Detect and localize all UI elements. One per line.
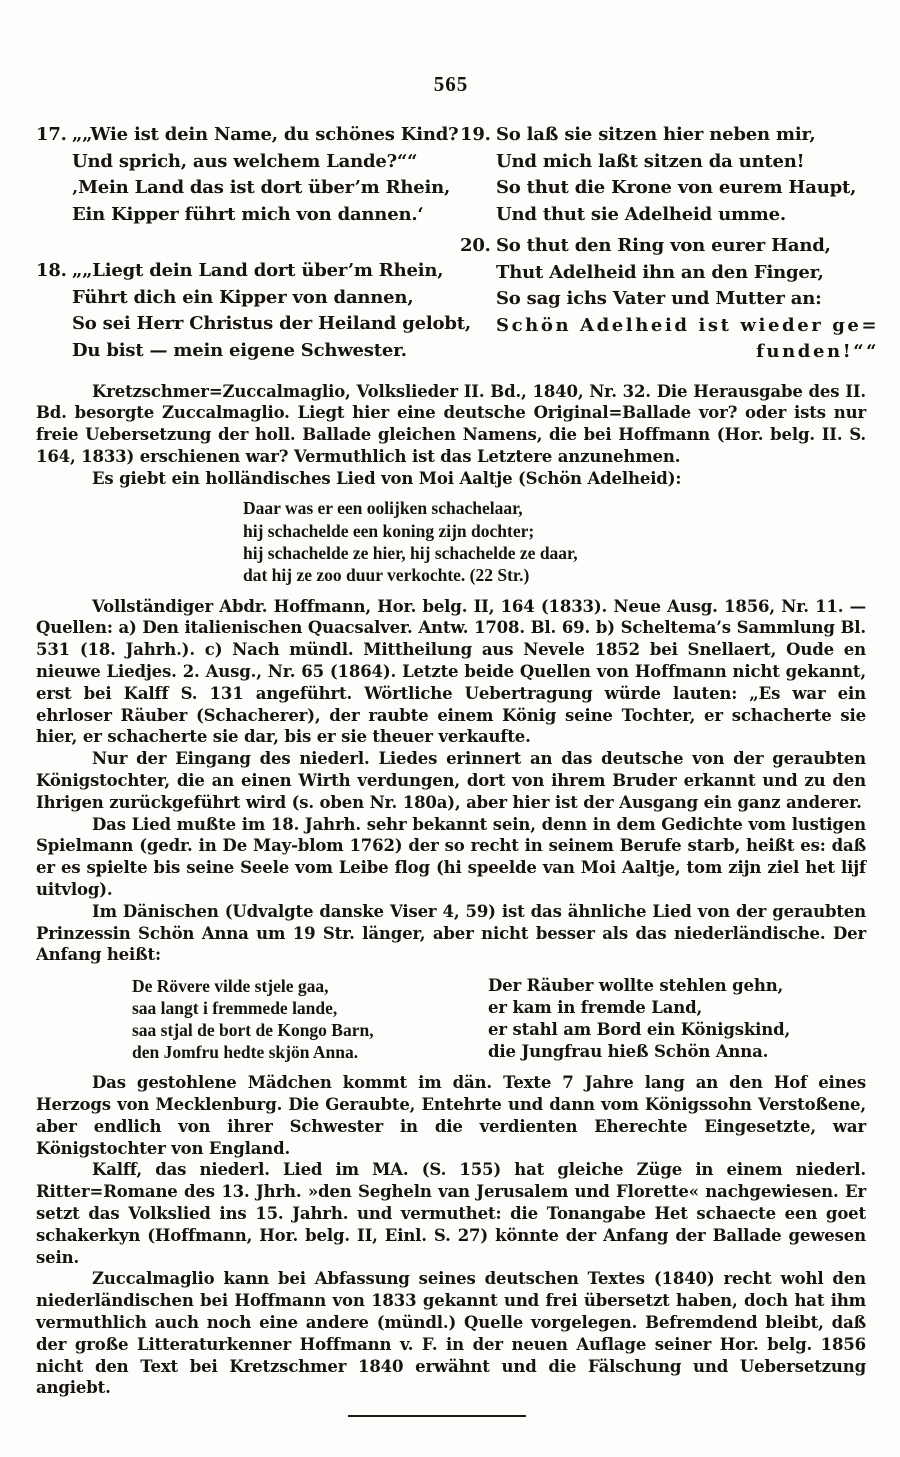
verse-line: Und sprich, aus welchem Lande?““ — [72, 150, 418, 172]
paragraph-comparison: Nur der Eingang des niederl. Liedes erinnert an das deutsche von der geraubten Königstochter, die an einen Wirth verdungen, dort von ihrem Bruder erkannt und zu den Ihrigen zurückgeführt wird (s. oben Nr. 180a), aber hier ist der Ausgang ein ganz anderer. — [36, 749, 866, 812]
verse-line: Du bist — mein eigene Schwester. — [72, 339, 407, 361]
danish-verse-table — [132, 975, 866, 1063]
verse-line: So thut den Ring von eurer Hand, — [496, 235, 831, 256]
quote-line: saa langt i fremmede lande, — [132, 998, 338, 1019]
verse-line: So thut die Krone von eurem Haupt, — [496, 177, 857, 198]
paragraph-dutch-song-intro: Es giebt ein holländisches Lied von Moi Aaltje (Schön Adelheid): — [92, 468, 682, 488]
page-number: 565 — [433, 72, 469, 96]
quote-line: er kam in fremde Land, — [488, 998, 703, 1018]
verse-line: So sei Herr Christus der Heiland gelobt, — [72, 313, 471, 334]
verse-line: ‚Mein Land das ist dort über’m Rhein, — [72, 177, 451, 198]
paragraph-18th-century: Das Lied mußte im 18. Jahrh. sehr bekannt sein, denn in dem Gedichte vom lustigen Spielmann (gedr. in De May-blom 1762) der so recht in seinem Berufe starb, heißt es: daß er es spielte bis seine Seele vom Leibe flog (hi speelde van Moi Aaltje, tom zijn ziel het lijf uitvlog). — [36, 814, 866, 900]
verse-line: Thut Adelheid ihn an den Finger, — [496, 261, 824, 283]
verse-line: funden!““ — [756, 341, 880, 362]
quote-line: dat hij ze zoo duur verkochte. (22 Str.) — [243, 565, 530, 586]
paragraph-danish-plot: Das gestohlene Mädchen kommt im dän. Texte 7 Jahre lang an den Hof eines Herzogs von Mecklenburg. Die Geraubte, Entehrte und dann vom Königssohn Verstoßene, aber endlich von ihrer Schwester in die verdienten Eherechte Eingesetzte, war Königstochter von England. — [36, 1073, 866, 1158]
paragraph-sources: Vollständiger Abdr. Hoffmann, Hor. belg. II, 164 (1833). Neue Ausg. 1856, Nr. 11. — Quellen: a) Den italienischen Quacsalver. Antw. 1708. Bl. 69. b) Scheltema’s Sammlung Bl. 531 (18. Jahrh.). c) Nach mündl. Mittheilung aus Nevele 1852 bei Snellaert, Oude en nieuwe Liedjes. 2. Ausg., Nr. 65 (1864). Letzte beide Quellen von Hoffmann nicht gekannt, erst bei Kalff S. 131 angeführt. Wörtliche Uebertragung würde lauten: „Es war ein ehrloser Räuber (Schacherer), der raubte einem König seine Tochter, er schacherte sie hier, er schacherte sie dar, bis er sie theuer verkaufte. — [36, 596, 866, 747]
quote-line: hij schachelde ze hier, hij schachelde ze daar, — [243, 543, 578, 564]
verse-section — [36, 122, 880, 366]
german-translation-column — [488, 975, 866, 1063]
verse-column-left — [36, 122, 471, 366]
verse-line: Und thut sie Adelheid umme. — [496, 203, 786, 225]
quote-line: die Jungfrau hieß Schön Anna. — [488, 1042, 769, 1062]
verse-line: Und mich laßt sitzen da unten! — [496, 150, 805, 172]
quote-line: saa stjal de bort de Kongo Barn, — [132, 1020, 374, 1041]
stanza-20 — [460, 233, 879, 366]
paragraph-kalff: Kalff, das niederl. Lied im MA. (S. 155) hat gleiche Züge in einem niederl. Ritter=Romane des 13. Jhrh. »den Segheln van Jerusalem und Florette« nachgewiesen. Er setzt das Volkslied ins 15. Jahrh. und vermuthet: die Tonangabe Het schaecte een goet schakerkyn (Hoffmann, Hor. belg. II, Einl. S. 27) könnte der Anfang der Ballade gewesen sein. — [36, 1160, 866, 1267]
quote-line: den Jomfru hedte skjön Anna. — [132, 1042, 359, 1063]
verse-line: So laß sie sitzen hier neben mir, — [496, 124, 816, 145]
verse-column-right — [460, 122, 879, 366]
verse-line: Ein Kipper führt mich von dannen.‘ — [72, 203, 424, 225]
paragraph-kretzschmer-source: Kretzschmer=Zuccalmaglio, Volkslieder II. Bd., 1840, Nr. 32. Die Herausgabe des II. Bd. besorgte Zuccalmaglio. Liegt hier eine deutsche Original=Ballade vor? oder ists nur freie Uebersetzung der holl. Ballade gleichen Namens, die bei Hoffmann (Hor. belg. II. S. 164, 1833) erschienen war? Vermuthlich ist das Letztere anzunehmen. — [36, 381, 866, 466]
stanza-18 — [36, 258, 471, 364]
stanza-19 — [460, 122, 879, 228]
quote-line: Der Räuber wollte stehlen gehn, — [488, 976, 784, 996]
verse-line: So sag ichs Vater und Mutter an: — [496, 288, 822, 309]
quote-line: hij schachelde een koning zijn dochter; — [243, 520, 535, 541]
paragraph-danish-intro: Im Dänischen (Udvalgte danske Viser 4, 59) ist das ähnliche Lied von der geraubten Prinzessin Schön Anna um 19 Str. länger, aber nicht besser als das niederländische. Der Anfang heißt: — [36, 901, 866, 965]
quote-line: De Rövere vilde stjele gaa, — [132, 976, 329, 997]
quote-line: er stahl am Bord ein Königskind, — [488, 1020, 791, 1040]
verse-number: 20. — [460, 235, 491, 256]
verse-line: „„Wie ist dein Name, du schönes Kind? — [72, 124, 459, 145]
end-rule — [348, 1415, 526, 1417]
quote-line: Daar was er een oolijken schachelaar, — [243, 498, 523, 519]
stanza-17 — [36, 122, 460, 228]
verse-number: 18. — [36, 260, 67, 281]
verse-line: Führt dich ein Kipper von dannen, — [72, 286, 414, 308]
verse-number: 17. — [36, 124, 67, 145]
verse-line: Schön Adelheid ist wieder ge= — [496, 314, 880, 336]
verse-number: 19. — [460, 124, 491, 145]
danish-column — [132, 975, 488, 1063]
verse-line: „„Liegt dein Land dort über’m Rhein, — [72, 260, 444, 281]
dutch-quote — [243, 497, 866, 586]
paragraph-conclusion: Zuccalmaglio kann bei Abfassung seines deutschen Textes (1840) recht wohl den niederländischen bei Hoffmann von 1833 gekannt und frei übersetzt haben, doch hat ihm vermuthlich auch noch eine andere (mündl.) Quelle vorgelegen. Befremdend bleibt, daß der große Litteraturkenner Hoffmann v. F. in der neuen Auflage seiner Hor. belg. 1856 nicht den Text bei Kretzschmer 1840 erwähnt und die Fälschung und Uebersetzung angiebt. — [36, 1269, 866, 1398]
